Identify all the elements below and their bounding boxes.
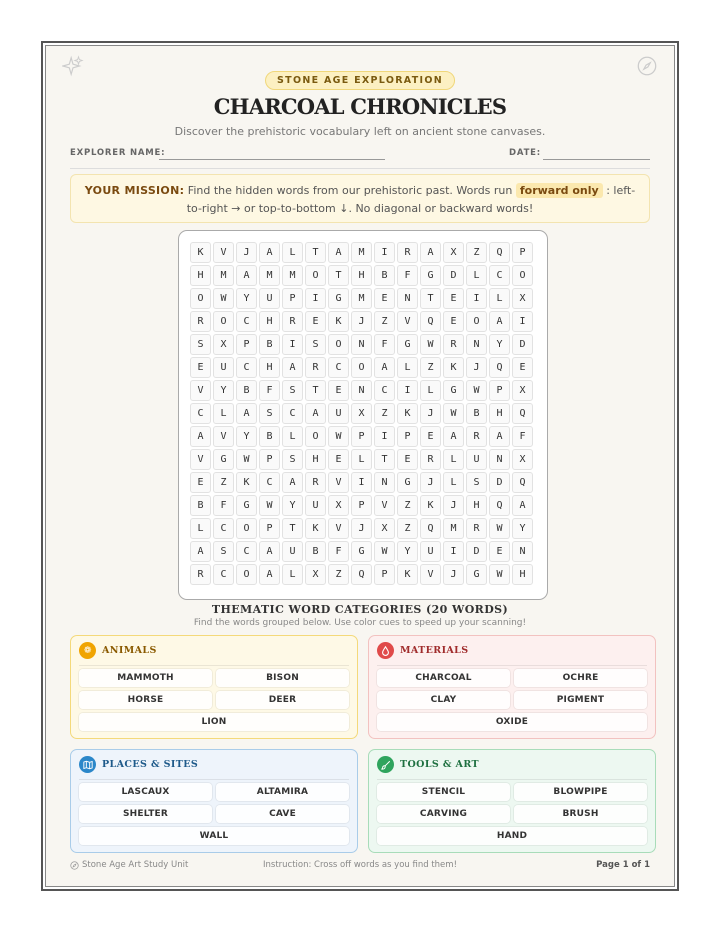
grid-cell[interactable]: O bbox=[512, 265, 533, 286]
grid-cell[interactable]: P bbox=[512, 242, 533, 263]
grid-cell[interactable]: M bbox=[351, 242, 372, 263]
word-list bbox=[77, 669, 351, 731]
word-item: BRUSH bbox=[514, 805, 647, 823]
grid-cell[interactable]: A bbox=[236, 265, 257, 286]
word-item: HAND bbox=[377, 827, 647, 845]
grid-cell[interactable]: N bbox=[489, 449, 510, 470]
grid-cell[interactable]: N bbox=[374, 472, 395, 493]
mission-text-after: : left-to-right → or top-to-bottom ↓. No diagonal or backward words! bbox=[186, 184, 636, 215]
grid-cell[interactable]: J bbox=[351, 311, 372, 332]
grid-cell[interactable]: R bbox=[420, 449, 441, 470]
grid-cell[interactable]: W bbox=[443, 403, 464, 424]
grid-cell[interactable]: Y bbox=[236, 288, 257, 309]
category-header bbox=[377, 750, 647, 780]
grid-cell[interactable]: P bbox=[236, 334, 257, 355]
grid-cell[interactable]: K bbox=[236, 472, 257, 493]
grid-cell[interactable]: L bbox=[351, 449, 372, 470]
grid-cell[interactable]: E bbox=[397, 449, 418, 470]
grid-cell[interactable]: W bbox=[236, 449, 257, 470]
grid-cell[interactable]: F bbox=[374, 334, 395, 355]
grid-cell[interactable]: F bbox=[213, 495, 234, 516]
grid-cell[interactable]: A bbox=[190, 541, 211, 562]
grid-cell[interactable]: Y bbox=[236, 426, 257, 447]
grid-cell[interactable]: P bbox=[351, 495, 372, 516]
page-border bbox=[41, 41, 679, 891]
word-item: ALTAMIRA bbox=[216, 783, 349, 801]
footer-unit-label: Stone Age Art Study Unit bbox=[82, 860, 189, 870]
grid-cell[interactable]: W bbox=[489, 518, 510, 539]
grid-cell[interactable]: X bbox=[512, 288, 533, 309]
grid-cell[interactable]: B bbox=[305, 541, 326, 562]
grid-cell[interactable]: N bbox=[466, 334, 487, 355]
grid-cell[interactable]: N bbox=[351, 380, 372, 401]
grid-cell[interactable]: C bbox=[236, 357, 257, 378]
grid-cell[interactable]: B bbox=[466, 403, 487, 424]
mission-text: Find the hidden words from our prehistoric past. Words run bbox=[187, 184, 513, 197]
grid-cell[interactable]: Z bbox=[420, 357, 441, 378]
grid-cell[interactable]: I bbox=[282, 334, 303, 355]
grid-cell[interactable]: R bbox=[466, 518, 487, 539]
grid-cell[interactable]: A bbox=[305, 403, 326, 424]
grid-cell[interactable]: R bbox=[443, 334, 464, 355]
grid-cell[interactable]: N bbox=[512, 541, 533, 562]
grid-cell[interactable]: V bbox=[420, 564, 441, 585]
word-item: OXIDE bbox=[377, 713, 647, 731]
grid-cell[interactable]: W bbox=[374, 541, 395, 562]
grid-cell[interactable]: S bbox=[466, 472, 487, 493]
grid-cell[interactable]: D bbox=[489, 472, 510, 493]
footer bbox=[70, 860, 650, 874]
page-subtitle: Discover the prehistoric vocabulary left on ancient stone canvases. bbox=[174, 125, 546, 138]
grid-cell[interactable]: V bbox=[374, 495, 395, 516]
grid-cell[interactable]: E bbox=[305, 311, 326, 332]
grid-cell[interactable]: C bbox=[236, 311, 257, 332]
grid-cell[interactable]: I bbox=[397, 380, 418, 401]
word-item: STENCIL bbox=[377, 783, 510, 801]
explorer-name-label: EXPLORER NAME: bbox=[70, 148, 166, 158]
grid-cell[interactable]: R bbox=[305, 357, 326, 378]
category-card-materials bbox=[368, 635, 656, 739]
grid-cell[interactable]: I bbox=[351, 472, 372, 493]
grid-cell[interactable]: A bbox=[236, 403, 257, 424]
grid-cell[interactable]: G bbox=[397, 334, 418, 355]
grid-cell[interactable]: A bbox=[328, 242, 349, 263]
grid-cell[interactable]: V bbox=[190, 449, 211, 470]
grid-cell[interactable]: H bbox=[190, 265, 211, 286]
map-icon bbox=[79, 756, 96, 773]
grid-cell[interactable]: Y bbox=[512, 518, 533, 539]
grid-cell[interactable]: A bbox=[489, 311, 510, 332]
grid-cell[interactable]: Z bbox=[374, 403, 395, 424]
grid-cell[interactable]: S bbox=[305, 334, 326, 355]
grid-cell[interactable]: Z bbox=[374, 311, 395, 332]
explorer-name-field[interactable] bbox=[159, 159, 385, 160]
grid-cell[interactable]: W bbox=[489, 564, 510, 585]
grid-cell[interactable]: E bbox=[489, 541, 510, 562]
grid-cell[interactable]: V bbox=[328, 518, 349, 539]
grid-cell[interactable]: O bbox=[351, 357, 372, 378]
grid-cell[interactable]: J bbox=[351, 518, 372, 539]
grid-cell[interactable]: F bbox=[512, 426, 533, 447]
grid-cell[interactable]: O bbox=[236, 564, 257, 585]
word-item: CLAY bbox=[377, 691, 510, 709]
grid-cell[interactable]: X bbox=[328, 495, 349, 516]
grid-cell[interactable]: Q bbox=[351, 564, 372, 585]
grid-cell[interactable]: Z bbox=[466, 242, 487, 263]
grid-cell[interactable]: K bbox=[328, 311, 349, 332]
page-title: CHARCOAL CHRONICLES bbox=[213, 94, 507, 119]
grid-cell[interactable]: J bbox=[420, 403, 441, 424]
category-card-animals bbox=[70, 635, 358, 739]
grid-cell[interactable]: Q bbox=[420, 518, 441, 539]
page-number: Page 1 of 1 bbox=[596, 860, 650, 870]
grid-cell[interactable]: R bbox=[466, 426, 487, 447]
grid-cell[interactable]: N bbox=[397, 288, 418, 309]
grid-cell[interactable]: Y bbox=[213, 380, 234, 401]
grid-cell[interactable]: D bbox=[512, 334, 533, 355]
grid-cell[interactable]: G bbox=[397, 472, 418, 493]
grid-cell[interactable]: J bbox=[420, 472, 441, 493]
grid-cell[interactable]: L bbox=[282, 242, 303, 263]
grid-cell[interactable]: S bbox=[282, 380, 303, 401]
grid-cell[interactable]: M bbox=[282, 265, 303, 286]
word-item: WALL bbox=[79, 827, 349, 845]
grid-cell[interactable]: X bbox=[305, 564, 326, 585]
grid-cell[interactable]: X bbox=[512, 380, 533, 401]
grid-cell[interactable]: J bbox=[443, 495, 464, 516]
grid-cell[interactable]: C bbox=[190, 403, 211, 424]
grid-cell[interactable]: P bbox=[351, 426, 372, 447]
grid-cell[interactable]: S bbox=[259, 403, 280, 424]
word-item: SHELTER bbox=[79, 805, 212, 823]
grid-cell[interactable]: O bbox=[305, 426, 326, 447]
category-title: MATERIALS bbox=[400, 645, 469, 656]
grid-cell[interactable]: C bbox=[328, 357, 349, 378]
grid-cell[interactable]: A bbox=[443, 426, 464, 447]
grid-cell[interactable]: A bbox=[512, 495, 533, 516]
grid-cell[interactable]: I bbox=[443, 541, 464, 562]
grid-cell[interactable]: R bbox=[305, 472, 326, 493]
grid-cell[interactable]: U bbox=[466, 449, 487, 470]
grid-cell[interactable]: O bbox=[466, 311, 487, 332]
grid-cell[interactable]: X bbox=[374, 518, 395, 539]
grid-cell[interactable]: O bbox=[305, 265, 326, 286]
word-item: BLOWPIPE bbox=[514, 783, 647, 801]
grid-cell[interactable]: L bbox=[443, 449, 464, 470]
grid-cell[interactable]: E bbox=[328, 380, 349, 401]
grid-cell[interactable]: C bbox=[282, 403, 303, 424]
grid-cell[interactable]: M bbox=[213, 265, 234, 286]
grid-cell[interactable]: G bbox=[420, 265, 441, 286]
grid-cell[interactable]: V bbox=[397, 311, 418, 332]
grid-cell[interactable]: Q bbox=[489, 495, 510, 516]
grid-cell[interactable]: B bbox=[259, 426, 280, 447]
grid-cell[interactable]: B bbox=[190, 495, 211, 516]
grid-cell[interactable]: L bbox=[213, 403, 234, 424]
grid-cell[interactable]: X bbox=[213, 334, 234, 355]
grid-cell[interactable]: P bbox=[374, 564, 395, 585]
grid-cell[interactable]: E bbox=[420, 426, 441, 447]
grid-cell[interactable]: S bbox=[190, 334, 211, 355]
category-card-places bbox=[70, 749, 358, 853]
grid-cell[interactable]: E bbox=[512, 357, 533, 378]
category-title: TOOLS & ART bbox=[400, 759, 479, 770]
grid-cell[interactable]: N bbox=[351, 334, 372, 355]
word-list bbox=[77, 783, 351, 845]
grid-cell[interactable]: I bbox=[374, 242, 395, 263]
grid-cell[interactable]: E bbox=[190, 357, 211, 378]
grid-cell[interactable]: C bbox=[213, 518, 234, 539]
mission-label: YOUR MISSION: bbox=[84, 184, 185, 197]
grid-cell[interactable]: C bbox=[374, 380, 395, 401]
grid-cell[interactable]: I bbox=[305, 288, 326, 309]
grid-cell[interactable]: T bbox=[328, 265, 349, 286]
grid-cell[interactable]: L bbox=[397, 357, 418, 378]
grid-cell[interactable]: V bbox=[213, 242, 234, 263]
grid-cell[interactable]: Q bbox=[512, 403, 533, 424]
grid-cell[interactable]: K bbox=[397, 564, 418, 585]
grid-cell[interactable]: X bbox=[443, 242, 464, 263]
grid-cell[interactable]: L bbox=[466, 265, 487, 286]
category-header bbox=[79, 636, 349, 666]
grid-cell[interactable]: M bbox=[443, 518, 464, 539]
grid-cell[interactable]: D bbox=[466, 541, 487, 562]
section-badge: STONE AGE EXPLORATION bbox=[265, 71, 455, 90]
grid-cell[interactable]: T bbox=[374, 449, 395, 470]
grid-cell[interactable]: F bbox=[328, 541, 349, 562]
word-item: DEER bbox=[216, 691, 349, 709]
grid-cell[interactable]: J bbox=[466, 357, 487, 378]
grid-cell[interactable]: V bbox=[213, 426, 234, 447]
grid-cell[interactable]: R bbox=[190, 311, 211, 332]
grid-cell[interactable]: Q bbox=[420, 311, 441, 332]
grid-cell[interactable]: V bbox=[190, 380, 211, 401]
word-list bbox=[375, 783, 649, 845]
grid-cell[interactable]: K bbox=[190, 242, 211, 263]
grid-cell[interactable]: L bbox=[489, 288, 510, 309]
grid-cell[interactable]: A bbox=[489, 426, 510, 447]
grid-cell[interactable]: F bbox=[259, 380, 280, 401]
grid-cell[interactable]: W bbox=[213, 288, 234, 309]
grid-cell[interactable]: E bbox=[374, 288, 395, 309]
grid-cell[interactable]: C bbox=[213, 564, 234, 585]
grid-cell[interactable]: X bbox=[512, 449, 533, 470]
grid-cell[interactable]: E bbox=[328, 449, 349, 470]
grid-cell[interactable]: Y bbox=[282, 495, 303, 516]
grid-cell[interactable]: Y bbox=[397, 541, 418, 562]
grid-cell[interactable]: S bbox=[213, 541, 234, 562]
word-item: LION bbox=[79, 713, 349, 731]
grid-cell[interactable]: O bbox=[213, 311, 234, 332]
worksheet bbox=[45, 45, 675, 887]
grid-cell[interactable]: L bbox=[190, 518, 211, 539]
grid-cell[interactable]: U bbox=[259, 288, 280, 309]
grid-cell[interactable]: E bbox=[443, 288, 464, 309]
grid-cell[interactable]: Q bbox=[489, 357, 510, 378]
category-card-tools bbox=[368, 749, 656, 853]
grid-cell[interactable]: U bbox=[328, 403, 349, 424]
grid-cell[interactable]: H bbox=[259, 357, 280, 378]
grid-cell[interactable]: A bbox=[282, 472, 303, 493]
grid-cell[interactable]: P bbox=[397, 426, 418, 447]
info-row bbox=[70, 147, 650, 167]
grid-cell[interactable]: C bbox=[259, 472, 280, 493]
grid-cell[interactable]: P bbox=[282, 288, 303, 309]
grid-cell[interactable]: O bbox=[328, 334, 349, 355]
date-field[interactable] bbox=[543, 159, 650, 160]
grid-cell[interactable]: F bbox=[397, 265, 418, 286]
grid-cell[interactable]: U bbox=[305, 495, 326, 516]
grid-cell[interactable]: G bbox=[328, 288, 349, 309]
word-item: LASCAUX bbox=[79, 783, 212, 801]
grid-cell[interactable]: M bbox=[259, 265, 280, 286]
grid-cell[interactable]: H bbox=[489, 403, 510, 424]
grid-cell[interactable]: J bbox=[236, 242, 257, 263]
divider bbox=[70, 168, 650, 169]
grid-cell[interactable]: T bbox=[305, 380, 326, 401]
grid-cell[interactable]: P bbox=[259, 449, 280, 470]
word-item: CHARCOAL bbox=[377, 669, 510, 687]
grid-cell[interactable]: I bbox=[466, 288, 487, 309]
categories-subtitle: Find the words grouped below. Use color cues to speed up your scanning! bbox=[193, 618, 527, 628]
grid-cell[interactable]: A bbox=[190, 426, 211, 447]
grid-cell[interactable]: H bbox=[305, 449, 326, 470]
footer-instruction: Instruction: Cross off words as you find them! bbox=[263, 860, 457, 870]
grid-cell[interactable]: G bbox=[443, 380, 464, 401]
grid-cell[interactable]: G bbox=[351, 541, 372, 562]
grid-cell[interactable]: B bbox=[259, 334, 280, 355]
grid-cell[interactable]: K bbox=[420, 495, 441, 516]
grid-cell[interactable]: H bbox=[259, 311, 280, 332]
grid-cell[interactable]: M bbox=[351, 288, 372, 309]
grid-cell[interactable]: W bbox=[466, 380, 487, 401]
grid-cell[interactable]: U bbox=[213, 357, 234, 378]
grid-cell[interactable]: R bbox=[190, 564, 211, 585]
grid-cell[interactable]: A bbox=[282, 357, 303, 378]
grid-cell[interactable]: W bbox=[328, 426, 349, 447]
grid-cell[interactable]: Y bbox=[489, 334, 510, 355]
category-title: PLACES & SITES bbox=[102, 759, 199, 770]
word-item: MAMMOTH bbox=[79, 669, 212, 687]
grid-cell[interactable]: G bbox=[236, 495, 257, 516]
grid-cell[interactable]: H bbox=[512, 564, 533, 585]
grid-cell[interactable]: H bbox=[351, 265, 372, 286]
grid-cell[interactable]: L bbox=[282, 426, 303, 447]
grid-cell[interactable]: W bbox=[259, 495, 280, 516]
grid-cell[interactable]: C bbox=[489, 265, 510, 286]
paw-icon: ❁ bbox=[79, 642, 96, 659]
grid-cell[interactable]: A bbox=[259, 564, 280, 585]
grid-cell[interactable]: R bbox=[282, 311, 303, 332]
grid-cell[interactable]: U bbox=[420, 541, 441, 562]
grid-cell[interactable]: B bbox=[374, 265, 395, 286]
word-item: CAVE bbox=[216, 805, 349, 823]
letter-grid bbox=[190, 242, 533, 585]
brush-icon bbox=[377, 756, 394, 773]
grid-cell[interactable]: S bbox=[282, 449, 303, 470]
grid-cell[interactable]: A bbox=[420, 242, 441, 263]
grid-cell[interactable]: L bbox=[443, 472, 464, 493]
grid-cell[interactable]: A bbox=[259, 242, 280, 263]
category-header bbox=[79, 750, 349, 780]
grid-cell[interactable]: C bbox=[236, 541, 257, 562]
category-header bbox=[377, 636, 647, 666]
categories-title: THEMATIC WORD CATEGORIES (20 WORDS) bbox=[211, 603, 509, 616]
grid-cell[interactable]: E bbox=[443, 311, 464, 332]
grid-cell[interactable]: T bbox=[282, 518, 303, 539]
grid-cell[interactable]: A bbox=[374, 357, 395, 378]
grid-cell[interactable]: J bbox=[443, 564, 464, 585]
grid-cell[interactable]: G bbox=[466, 564, 487, 585]
grid-cell[interactable]: K bbox=[397, 403, 418, 424]
grid-cell[interactable]: B bbox=[236, 380, 257, 401]
grid-cell[interactable]: Z bbox=[397, 518, 418, 539]
grid-cell[interactable]: Q bbox=[489, 242, 510, 263]
date-label: DATE: bbox=[509, 148, 541, 158]
grid-cell[interactable]: T bbox=[420, 288, 441, 309]
grid-cell[interactable]: O bbox=[190, 288, 211, 309]
grid-cell[interactable]: O bbox=[236, 518, 257, 539]
word-item: BISON bbox=[216, 669, 349, 687]
word-item: CARVING bbox=[377, 805, 510, 823]
grid-cell[interactable]: K bbox=[305, 518, 326, 539]
grid-cell[interactable]: U bbox=[282, 541, 303, 562]
sparkle-icon bbox=[62, 55, 84, 77]
word-list bbox=[375, 669, 649, 731]
grid-cell[interactable]: D bbox=[443, 265, 464, 286]
grid-cell[interactable]: P bbox=[259, 518, 280, 539]
grid-cell[interactable]: L bbox=[282, 564, 303, 585]
grid-cell[interactable]: I bbox=[512, 311, 533, 332]
grid-cell[interactable]: W bbox=[420, 334, 441, 355]
grid-cell[interactable]: A bbox=[259, 541, 280, 562]
mission-highlight: forward only bbox=[516, 183, 603, 198]
grid-cell[interactable]: H bbox=[466, 495, 487, 516]
category-title: ANIMALS bbox=[102, 645, 157, 656]
grid-cell[interactable]: L bbox=[420, 380, 441, 401]
word-item: HORSE bbox=[79, 691, 212, 709]
word-search-grid bbox=[178, 230, 548, 600]
grid-cell[interactable]: P bbox=[489, 380, 510, 401]
grid-cell[interactable]: T bbox=[305, 242, 326, 263]
compass-icon bbox=[636, 55, 658, 77]
grid-cell[interactable]: I bbox=[374, 426, 395, 447]
grid-cell[interactable]: R bbox=[397, 242, 418, 263]
grid-cell[interactable]: Q bbox=[512, 472, 533, 493]
grid-cell[interactable]: V bbox=[328, 472, 349, 493]
drop-icon bbox=[377, 642, 394, 659]
grid-cell[interactable]: Z bbox=[328, 564, 349, 585]
grid-cell[interactable]: E bbox=[190, 472, 211, 493]
grid-cell[interactable]: K bbox=[443, 357, 464, 378]
grid-cell[interactable]: Z bbox=[397, 495, 418, 516]
word-item: OCHRE bbox=[514, 669, 647, 687]
grid-cell[interactable]: G bbox=[213, 449, 234, 470]
mission-box bbox=[70, 174, 650, 223]
grid-cell[interactable]: Z bbox=[213, 472, 234, 493]
word-item: PIGMENT bbox=[514, 691, 647, 709]
grid-cell[interactable]: X bbox=[351, 403, 372, 424]
